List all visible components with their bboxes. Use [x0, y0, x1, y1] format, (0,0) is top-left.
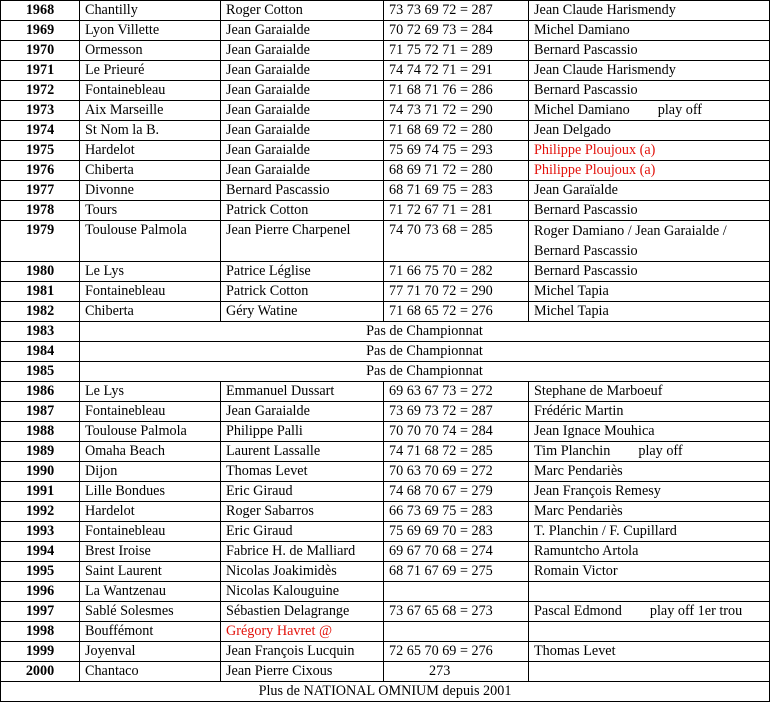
year-cell: 1968: [1, 1, 80, 21]
score-text: 68 71 67 69 = 275: [389, 563, 493, 579]
score-cell: [384, 61, 529, 81]
table-row: [1, 61, 770, 81]
score-text: 72 65 70 69 = 276: [389, 643, 493, 659]
score-text: 70 72 69 73 = 284: [389, 22, 493, 38]
runner-up-cell: [529, 522, 770, 542]
venue-cell: Brest Iroise: [80, 542, 221, 562]
table-row: [1, 362, 770, 382]
table-row: [1, 161, 770, 181]
winner-cell: Philippe Palli: [221, 422, 384, 442]
runner-up-name: Bernard Pascassio: [534, 42, 638, 58]
table-row: [1, 1, 770, 21]
year-cell: 1974: [1, 121, 80, 141]
score-text: 75 69 74 75 = 293: [389, 142, 493, 158]
runner-up-name: Stephane de Marboeuf: [534, 383, 663, 399]
table-row: [1, 141, 770, 161]
table-row: [1, 382, 770, 402]
score-cell: [384, 462, 529, 482]
winner-cell: Jean Pierre Charpenel: [221, 221, 384, 262]
table-row: [1, 342, 770, 362]
table-row: [1, 282, 770, 302]
year-cell: 1984: [1, 342, 80, 362]
score-text: 71 66 75 70 = 282: [389, 263, 493, 279]
runner-up-name: Jean Claude Harismendy: [534, 2, 676, 18]
no-championship-cell: Pas de Championnat: [80, 322, 770, 342]
score-cell: [384, 522, 529, 542]
runner-up-name: Roger Damiano / Jean Garaialde / Bernard Pascassio: [534, 223, 727, 259]
runner-up-name: Michel Tapia: [534, 303, 609, 319]
runner-up-cell: [529, 282, 770, 302]
table-row: [1, 81, 770, 101]
table-row: [1, 201, 770, 221]
winner-cell: Laurent Lassalle: [221, 442, 384, 462]
winner-cell: Géry Watine: [221, 302, 384, 322]
table-row: [1, 522, 770, 542]
score-text: 70 70 70 74 = 284: [389, 423, 493, 439]
runner-up-name: Marc Pendariès: [534, 503, 623, 519]
runner-up-cell: [529, 161, 770, 181]
venue-cell: Ormesson: [80, 41, 221, 61]
score-cell: [384, 482, 529, 502]
runner-up-name: Pascal Edmond: [534, 603, 622, 619]
score-text: 71 75 72 71 = 289: [389, 42, 493, 58]
score-cell: [384, 642, 529, 662]
runner-up-cell: [529, 402, 770, 422]
score-cell: [384, 442, 529, 462]
runner-up-name: Bernard Pascassio: [534, 263, 638, 279]
table-row: [1, 322, 770, 342]
table-row: [1, 602, 770, 622]
venue-cell: Aix Marseille: [80, 101, 221, 121]
score-cell: [384, 602, 529, 622]
score-text: 71 68 71 76 = 286: [389, 82, 493, 98]
runner-up-name: Bernard Pascassio: [534, 202, 638, 218]
year-cell: 1996: [1, 582, 80, 602]
winner-cell: Grégory Havret @: [221, 622, 384, 642]
runner-up-name: Jean Garaïalde: [534, 182, 618, 198]
venue-cell: La Wantzenau: [80, 582, 221, 602]
score-cell: [384, 201, 529, 221]
runner-up-name: Thomas Levet: [534, 643, 616, 659]
year-cell: 1986: [1, 382, 80, 402]
runner-up-name: Ramuntcho Artola: [534, 543, 639, 559]
score-cell: [384, 21, 529, 41]
winner-cell: Patrice Léglise: [221, 262, 384, 282]
winner-cell: Jean Garaialde: [221, 61, 384, 81]
score-cell: [384, 382, 529, 402]
table-row: [1, 221, 770, 262]
score-cell: [384, 121, 529, 141]
score-cell: [384, 282, 529, 302]
year-cell: 2000: [1, 662, 80, 682]
footer-row: [1, 682, 770, 702]
table-row: [1, 121, 770, 141]
runner-up-name: Jean François Remesy: [534, 483, 661, 499]
winner-cell: Jean Garaialde: [221, 81, 384, 101]
year-cell: 1985: [1, 362, 80, 382]
score-cell: [384, 101, 529, 121]
score-text: 273: [429, 663, 451, 679]
runner-up-name: Philippe Ploujoux (a): [534, 162, 656, 178]
play-off-note: play off 1er trou: [649, 603, 743, 619]
table-row: [1, 642, 770, 662]
runner-up-cell: [529, 462, 770, 482]
score-text: 73 67 65 68 = 273: [389, 603, 493, 619]
winner-cell: Patrick Cotton: [221, 201, 384, 221]
score-text: 75 69 69 70 = 283: [389, 523, 493, 539]
year-cell: 1969: [1, 21, 80, 41]
venue-cell: Le Lys: [80, 382, 221, 402]
year-cell: 1978: [1, 201, 80, 221]
table-row: [1, 402, 770, 422]
score-text: 73 69 73 72 = 287: [389, 403, 493, 419]
score-cell: [384, 502, 529, 522]
winner-cell: Roger Cotton: [221, 1, 384, 21]
table-row: [1, 181, 770, 201]
winner-cell: Jean Garaialde: [221, 21, 384, 41]
winner-cell: Jean Garaialde: [221, 41, 384, 61]
winner-cell: Eric Giraud: [221, 522, 384, 542]
winner-cell: Jean Garaialde: [221, 402, 384, 422]
winner-cell: Jean Garaialde: [221, 121, 384, 141]
score-text: 71 68 69 72 = 280: [389, 122, 493, 138]
table-row: [1, 582, 770, 602]
venue-cell: Sablé Solesmes: [80, 602, 221, 622]
table-row: [1, 442, 770, 462]
footer-text: Plus de NATIONAL OMNIUM depuis 2001: [1, 682, 770, 702]
runner-up-name: Romain Victor: [534, 563, 618, 579]
year-cell: 1980: [1, 262, 80, 282]
venue-cell: Fontainebleau: [80, 282, 221, 302]
play-off-note: play off: [638, 443, 683, 459]
year-cell: 1989: [1, 442, 80, 462]
table-row: [1, 41, 770, 61]
year-cell: 1975: [1, 141, 80, 161]
runner-up-cell: [529, 41, 770, 61]
year-cell: 1983: [1, 322, 80, 342]
runner-up-cell: [529, 121, 770, 141]
winner-cell: Eric Giraud: [221, 482, 384, 502]
score-text: 68 71 69 75 = 283: [389, 182, 493, 198]
runner-up-cell: [529, 181, 770, 201]
venue-cell: Lyon Villette: [80, 21, 221, 41]
runner-up-cell: [529, 442, 770, 462]
score-cell: [384, 141, 529, 161]
score-text: 69 67 70 68 = 274: [389, 543, 493, 559]
table-row: [1, 562, 770, 582]
score-cell: [384, 161, 529, 181]
score-cell: [384, 221, 529, 262]
year-cell: 1993: [1, 522, 80, 542]
venue-cell: Hardelot: [80, 502, 221, 522]
score-cell: [384, 422, 529, 442]
runner-up-name: Marc Pendariès: [534, 463, 623, 479]
score-cell: [384, 402, 529, 422]
venue-cell: Saint Laurent: [80, 562, 221, 582]
runner-up-cell: [529, 562, 770, 582]
score-text: 74 70 73 68 = 285: [389, 222, 493, 238]
year-cell: 1976: [1, 161, 80, 181]
venue-cell: Dijon: [80, 462, 221, 482]
runner-up-name: T. Planchin / F. Cupillard: [534, 523, 677, 539]
runner-up-cell: [529, 141, 770, 161]
score-text: 74 68 70 67 = 279: [389, 483, 493, 499]
venue-cell: Fontainebleau: [80, 522, 221, 542]
score-cell: [384, 562, 529, 582]
runner-up-cell: [529, 602, 770, 622]
winner-cell: Fabrice H. de Malliard: [221, 542, 384, 562]
winner-cell: Jean Garaialde: [221, 141, 384, 161]
table-row: [1, 101, 770, 121]
runner-up-cell: [529, 1, 770, 21]
winner-cell: Patrick Cotton: [221, 282, 384, 302]
venue-cell: Le Prieuré: [80, 61, 221, 81]
score-text: 74 74 72 71 = 291: [389, 62, 493, 78]
year-cell: 1988: [1, 422, 80, 442]
score-text: 69 63 67 73 = 272: [389, 383, 493, 399]
no-championship-cell: Pas de Championnat: [80, 342, 770, 362]
winner-cell: Jean Garaialde: [221, 161, 384, 181]
year-cell: 1991: [1, 482, 80, 502]
runner-up-cell: [529, 642, 770, 662]
table-body: [1, 1, 770, 682]
score-text: 71 72 67 71 = 281: [389, 202, 493, 218]
score-text: 70 63 70 69 = 272: [389, 463, 493, 479]
table-row: [1, 302, 770, 322]
winner-cell: Thomas Levet: [221, 462, 384, 482]
score-cell: [384, 542, 529, 562]
venue-cell: Omaha Beach: [80, 442, 221, 462]
score-text: 71 68 65 72 = 276: [389, 303, 493, 319]
winner-cell: Jean François Lucquin: [221, 642, 384, 662]
runner-up-name: Jean Claude Harismendy: [534, 62, 676, 78]
venue-cell: Divonne: [80, 181, 221, 201]
year-cell: 1992: [1, 502, 80, 522]
table-row: [1, 422, 770, 442]
score-cell: [384, 662, 529, 682]
venue-cell: Le Lys: [80, 262, 221, 282]
runner-up-name: Michel Damiano: [534, 102, 630, 118]
runner-up-cell: [529, 422, 770, 442]
score-cell: [384, 1, 529, 21]
runner-up-cell: [529, 101, 770, 121]
table-row: [1, 662, 770, 682]
score-cell: [384, 181, 529, 201]
table-row: [1, 542, 770, 562]
no-championship-cell: Pas de Championnat: [80, 362, 770, 382]
score-text: 77 71 70 72 = 290: [389, 283, 493, 299]
runner-up-name: Michel Damiano: [534, 22, 630, 38]
runner-up-cell: [529, 201, 770, 221]
score-text: 66 73 69 75 = 283: [389, 503, 493, 519]
year-cell: 1979: [1, 221, 80, 262]
runner-up-cell: [529, 622, 770, 642]
runner-up-cell: [529, 582, 770, 602]
winner-cell: Roger Sabarros: [221, 502, 384, 522]
runner-up-cell: [529, 221, 770, 262]
year-cell: 1999: [1, 642, 80, 662]
runner-up-cell: [529, 81, 770, 101]
winner-cell: Nicolas Kalouguine: [221, 582, 384, 602]
venue-cell: Lille Bondues: [80, 482, 221, 502]
score-text: 73 73 69 72 = 287: [389, 2, 493, 18]
table-row: [1, 502, 770, 522]
venue-cell: St Nom la B.: [80, 121, 221, 141]
runner-up-cell: [529, 21, 770, 41]
venue-cell: Chantilly: [80, 1, 221, 21]
venue-cell: Toulouse Palmola: [80, 221, 221, 262]
runner-up-cell: [529, 262, 770, 282]
table-row: [1, 482, 770, 502]
table-row: [1, 21, 770, 41]
year-cell: 1990: [1, 462, 80, 482]
venue-cell: Chiberta: [80, 161, 221, 181]
winner-cell: Sébastien Delagrange: [221, 602, 384, 622]
year-cell: 1987: [1, 402, 80, 422]
score-text: 74 71 68 72 = 285: [389, 443, 493, 459]
year-cell: 1994: [1, 542, 80, 562]
year-cell: 1997: [1, 602, 80, 622]
runner-up-cell: [529, 502, 770, 522]
play-off-note: play off: [657, 102, 703, 118]
score-cell: [384, 81, 529, 101]
table-row: [1, 462, 770, 482]
runner-up-name: Michel Tapia: [534, 283, 609, 299]
venue-cell: Joyenval: [80, 642, 221, 662]
venue-cell: Chantaco: [80, 662, 221, 682]
runner-up-name: Philippe Ploujoux (a): [534, 142, 656, 158]
venue-cell: Tours: [80, 201, 221, 221]
venue-cell: Bouffémont: [80, 622, 221, 642]
year-cell: 1981: [1, 282, 80, 302]
year-cell: 1977: [1, 181, 80, 201]
year-cell: 1973: [1, 101, 80, 121]
score-cell: [384, 302, 529, 322]
runner-up-name: Jean Ignace Mouhica: [534, 423, 655, 439]
venue-cell: Fontainebleau: [80, 81, 221, 101]
winner-cell: Jean Pierre Cixous: [221, 662, 384, 682]
venue-cell: Fontainebleau: [80, 402, 221, 422]
runner-up-cell: [529, 542, 770, 562]
runner-up-name: Bernard Pascassio: [534, 82, 638, 98]
score-text: 68 69 71 72 = 280: [389, 162, 493, 178]
runner-up-name: Jean Delgado: [534, 122, 611, 138]
year-cell: 1995: [1, 562, 80, 582]
table-row: [1, 262, 770, 282]
score-cell: [384, 41, 529, 61]
score-cell: [384, 582, 529, 602]
runner-up-cell: [529, 61, 770, 81]
runner-up-cell: [529, 662, 770, 682]
year-cell: 1971: [1, 61, 80, 81]
winner-cell: Nicolas Joakimidès: [221, 562, 384, 582]
runner-up-cell: [529, 302, 770, 322]
venue-cell: Chiberta: [80, 302, 221, 322]
score-cell: [384, 262, 529, 282]
runner-up-cell: [529, 482, 770, 502]
winner-cell: Emmanuel Dussart: [221, 382, 384, 402]
runner-up-cell: [529, 382, 770, 402]
year-cell: 1982: [1, 302, 80, 322]
score-text: 74 73 71 72 = 290: [389, 102, 493, 118]
year-cell: 1998: [1, 622, 80, 642]
runner-up-name: Tim Planchin: [534, 443, 611, 459]
venue-cell: Hardelot: [80, 141, 221, 161]
table-row: [1, 622, 770, 642]
score-cell: [384, 622, 529, 642]
venue-cell: Toulouse Palmola: [80, 422, 221, 442]
year-cell: 1972: [1, 81, 80, 101]
year-cell: 1970: [1, 41, 80, 61]
runner-up-name: Frédéric Martin: [534, 403, 624, 419]
winner-cell: Bernard Pascassio: [221, 181, 384, 201]
winner-cell: Jean Garaialde: [221, 101, 384, 121]
